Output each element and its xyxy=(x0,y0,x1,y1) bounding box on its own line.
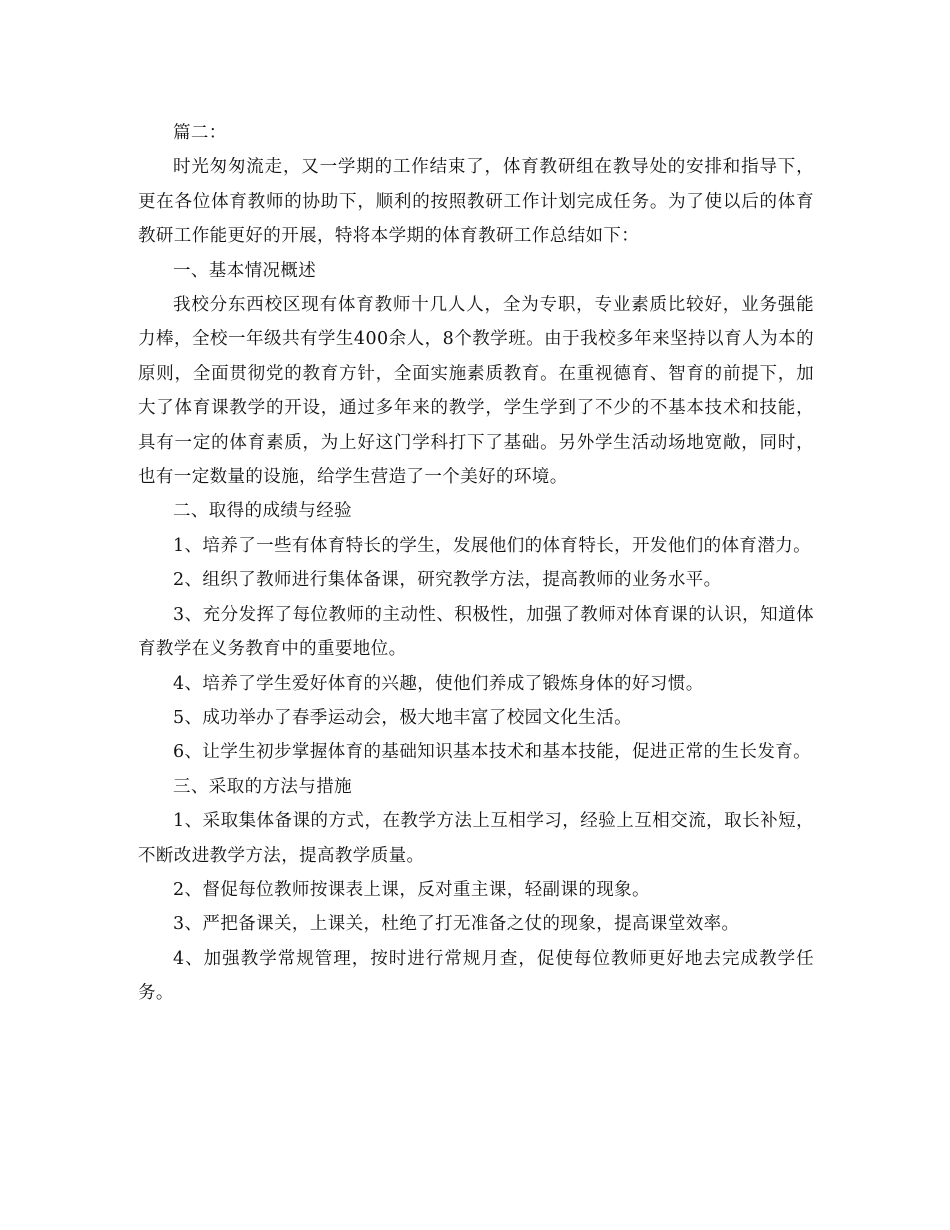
achievement-item: 6、让学生初步掌握体育的基础知识基本技术和基本技能，促进正常的生长发育。 xyxy=(173,742,812,763)
achievement-item: 1、培养了一些有体育特长的学生，发展他们的体育特长，开发他们的体育潜力。 xyxy=(173,535,812,556)
heading-achievements: 二、取得的成绩与经验 xyxy=(173,501,352,522)
method-item: 3、严把备课关，上课关，杜绝了打无准备之仗的现象，提高课堂效率。 xyxy=(173,914,740,935)
heading-methods: 三、采取的方法与措施 xyxy=(173,776,352,797)
document-body xyxy=(138,116,814,1011)
intro-paragraph: 时光匆匆流走，又一学期的工作结束了，体育教研组在教导处的安排和指导下，更在各位体育教师的协助下，顺利的按照教研工作计划完成任务。为了使以后的体育教研工作能更好的开展，特将本学期的体育教研工作总结如下： xyxy=(138,157,814,247)
heading-basic-situation: 一、基本情况概述 xyxy=(173,260,317,281)
basic-situation-paragraph: 我校分东西校区现有体育教师十几人人，全为专职，专业素质比较好，业务强能力棒，全校一年级共有学生400余人，8个教学班。由于我校多年来坚持以育人为本的原则，全面贯彻党的教育方针，全面实施素质教育。在重视德育、智育的前提下，加大了体育课教学的开设，通过多年来的教学，学生学到了不少的不基本技术和技能，具有一定的体育素质，为上好这门学科打下了基础。另外学生活动场地宽敞，同时，也有一定数量的设施，给学生营造了一个美好的环境。 xyxy=(138,295,814,488)
achievement-item: 5、成功举办了春季运动会，极大地丰富了校园文化生活。 xyxy=(173,707,633,728)
achievement-item: 3、充分发挥了每位教师的主动性、积极性，加强了教师对体育课的认识，知道体育教学在义务教育中的重要地位。 xyxy=(138,604,814,660)
method-item: 1、采取集体备课的方式，在教学方法上互相学习，经验上互相交流，取长补短，不断改进教学方法，提高教学质量。 xyxy=(138,811,814,866)
achievement-item: 4、培养了学生爱好体育的兴趣，使他们养成了锻炼身体的好习惯。 xyxy=(173,673,704,694)
achievement-item: 2、组织了教师进行集体备课，研究教学方法，提高教师的业务水平。 xyxy=(173,570,722,591)
method-item: 4、加强教学常规管理，按时进行常规月查，促使每位教师更好地去完成教学任务。 xyxy=(138,948,814,1004)
method-item: 2、督促每位教师按课表上课，反对重主课，轻副课的现象。 xyxy=(173,879,650,900)
section-label: 篇二： xyxy=(173,123,227,143)
